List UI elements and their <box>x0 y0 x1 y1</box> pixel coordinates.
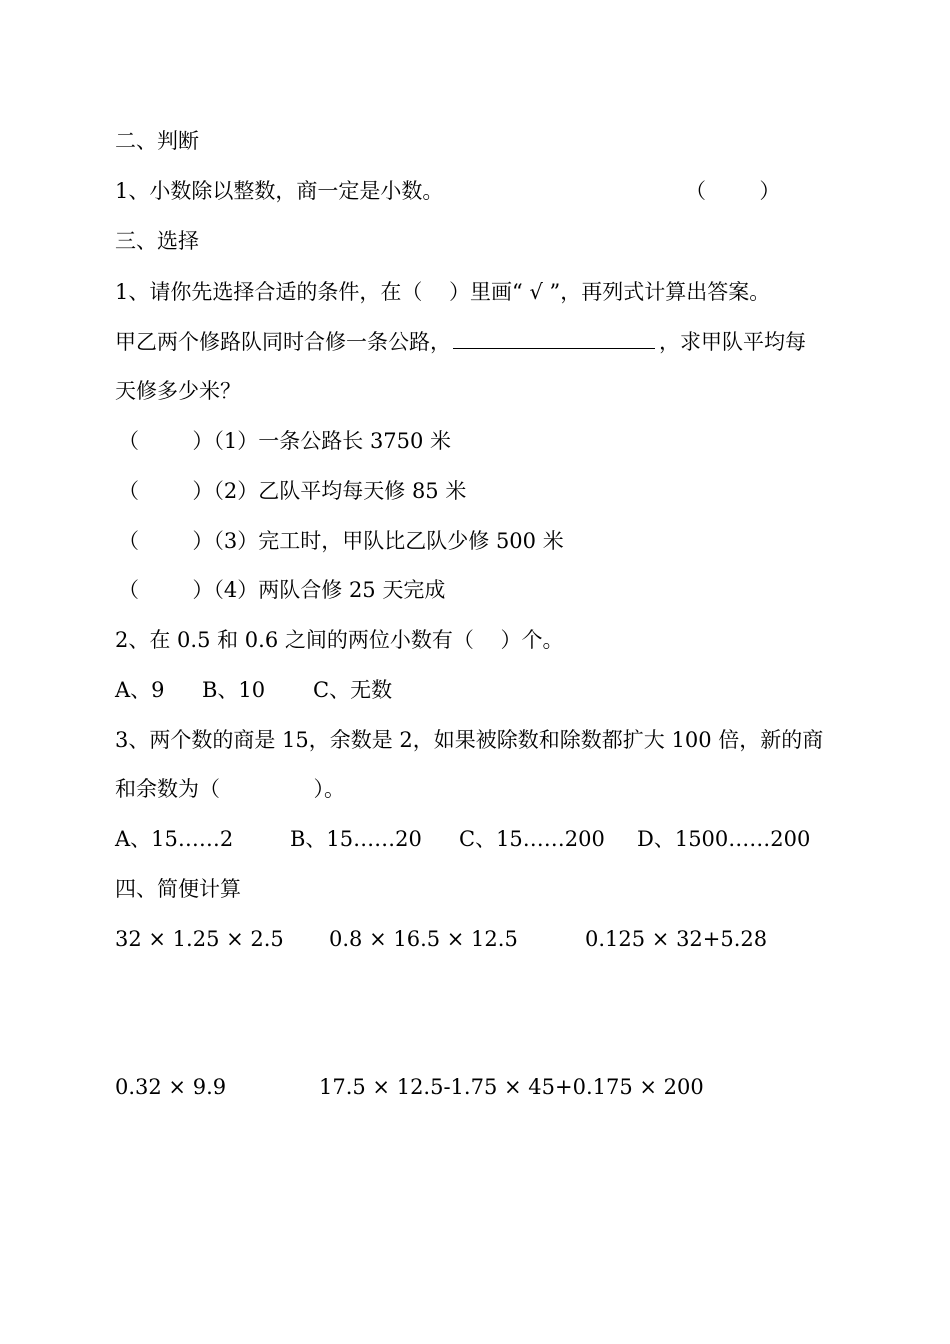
q3-option-a[interactable]: A、15……2 <box>115 827 234 851</box>
q3-option-d[interactable]: D、1500……200 <box>637 827 811 851</box>
condition-check-paren[interactable]: （ ） <box>118 479 214 503</box>
condition-item <box>118 478 466 504</box>
judge-question-1: 1、小数除以整数，商一定是小数。 <box>115 179 444 203</box>
condition-text: （3）完工时，甲队比乙队少修 500 米 <box>213 529 564 553</box>
condition-item <box>118 428 451 454</box>
choice-q1-instruction: 1、请你先选择合适的条件，在（ ）里画“ √ ”，再列式计算出答案。 <box>115 280 771 304</box>
calc-expression: 17.5 × 12.5-1.75 × 45+0.175 × 200 <box>319 1075 704 1099</box>
stem-before: 甲乙两个修路队同时合修一条公路， <box>115 330 451 354</box>
section-4-title: 四、简便计算 <box>115 877 241 901</box>
choice-q3-line2: 和余数为（ ）。 <box>115 777 345 801</box>
q2-option-a[interactable]: A、9 <box>115 678 165 702</box>
choice-q3-line1: 3、两个数的商是 15，余数是 2，如果被除数和除数都扩大 100 倍，新的商 <box>115 728 824 752</box>
condition-check-paren[interactable]: （ ） <box>118 429 214 453</box>
condition-check-paren[interactable]: （ ） <box>118 529 214 553</box>
q2-option-b[interactable]: B、10 <box>202 678 266 702</box>
calc-expression: 0.8 × 16.5 × 12.5 <box>329 927 518 951</box>
fill-blank[interactable] <box>453 330 655 349</box>
judge-answer-paren[interactable]: （ ） <box>685 179 781 203</box>
calc-expression: 0.125 × 32+5.28 <box>585 927 768 951</box>
section-3-title: 三、选择 <box>115 229 199 253</box>
choice-q1-stem <box>115 329 806 355</box>
condition-text: （2）乙队平均每天修 85 米 <box>213 479 467 503</box>
calc-expression: 32 × 1.25 × 2.5 <box>115 927 284 951</box>
choice-q2: 2、在 0.5 和 0.6 之间的两位小数有（ ）个。 <box>115 628 564 652</box>
choice-q1-stem-line2: 天修多少米？ <box>115 379 241 403</box>
section-2-title: 二、判断 <box>115 129 199 153</box>
condition-item <box>118 577 445 603</box>
condition-text: （1）一条公路长 3750 米 <box>213 429 452 453</box>
condition-text: （4）两队合修 25 天完成 <box>213 578 446 602</box>
condition-check-paren[interactable]: （ ） <box>118 578 214 602</box>
q3-option-b[interactable]: B、15……20 <box>290 827 422 851</box>
condition-item <box>118 528 564 554</box>
q2-option-c[interactable]: C、无数 <box>313 678 393 702</box>
calc-expression: 0.32 × 9.9 <box>115 1075 227 1099</box>
q3-option-c[interactable]: C、15……200 <box>459 827 605 851</box>
stem-after: ，求甲队平均每 <box>659 330 806 354</box>
